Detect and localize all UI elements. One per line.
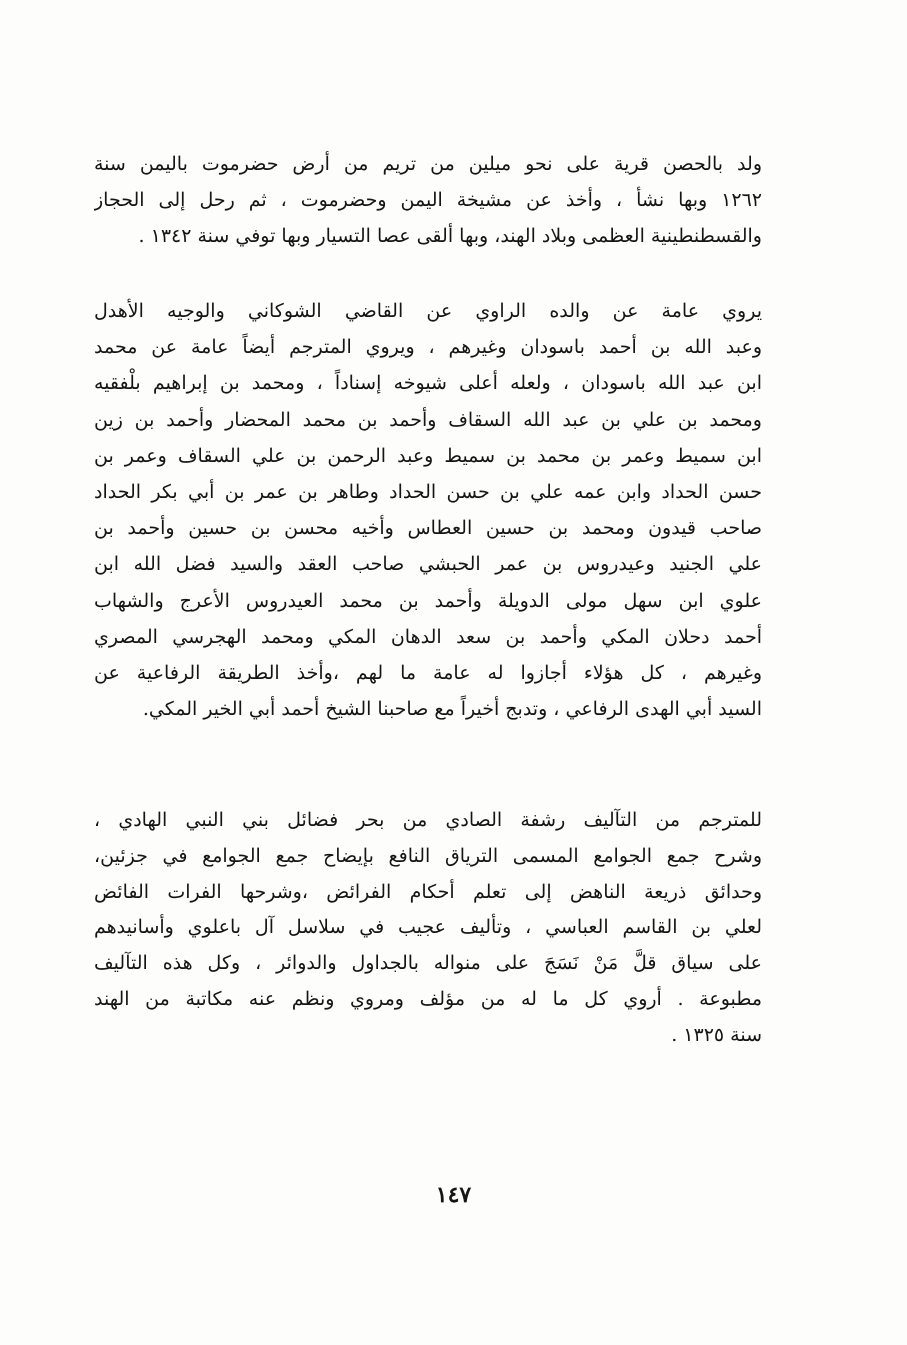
text-line: ومحمد بن علي بن عبد الله السقاف وأحمد بن محمد المحضار وأحمد بن زين (94, 408, 762, 431)
text-line: سنة ١٣٢٥ . (671, 1023, 762, 1046)
text-line: وشرح جمع الجوامع المسمى الترياق النافع بإيضاح جمع الجوامع في جزئين، (94, 844, 762, 867)
page-number: ١٤٧ (435, 1182, 472, 1208)
paragraph-birth (94, 146, 762, 254)
text-line: أحمد دحلان المكي وأحمد بن سعد الدهان المكي ومحمد الهجرسي المصري (94, 625, 762, 648)
text-line: ابن سميط وعمر بن محمد بن سميط وعبد الرحمن بن علي السقاف وعمر بن (94, 444, 762, 467)
text-line: ولد بالحصن قرية على نحو ميلين من تريم من أرض حضرموت باليمن سنة (94, 153, 762, 175)
paragraph-narrators (94, 293, 762, 727)
text-line: علوي ابن سهل مولى الدويلة وأحمد بن محمد العيدروس الأعرج والشهاب (94, 589, 762, 612)
text-line: ١٢٦٢ وبها نشأ ، وأخذ عن مشيخة اليمن وحضرموت ، ثم رحل إلى الحجاز (94, 189, 762, 211)
text-line: حسن الحداد وابن عمه علي بن حسن الحداد وطاهر بن عمر بن أبي بكر الحداد (94, 480, 762, 503)
text-line: والقسطنطينية العظمى وبلاد الهند، وبها ألقى عصا التسيار وبها توفي سنة ١٣٤٢ . (138, 225, 762, 247)
text-line: مطبوعة . أروي كل ما له من مؤلف ومروي ونظم عنه مكاتبة من الهند (94, 987, 762, 1010)
text-line: وعبد الله بن أحمد باسودان وغيرهم ، ويروي المترجم أيضاً عامة عن محمد (94, 336, 762, 359)
text-line: لعلي بن القاسم العباسي ، وتأليف عجيب في سلاسل آل باعلوي وأسانيدهم (94, 916, 762, 939)
text-line: يروي عامة عن والده الراوي عن القاضي الشوكاني والوجيه الأهدل (94, 300, 762, 322)
paragraph-works (94, 803, 762, 1054)
text-line: وغيرهم ، كل هؤلاء أجازوا له عامة ما لهم ،وأخذ الطريقة الرفاعية عن (94, 661, 762, 684)
text-line: السيد أبي الهدى الرفاعي ، وتدبج أخيراً مع صاحبنا الشيخ أحمد أبي الخير المكي. (142, 698, 762, 721)
text-line: على سياق قلَّ مَنْ نَسَجَ على منواله بالجداول والدوائر ، وكل هذه التآليف (94, 952, 762, 975)
text-line: للمترجم من التآليف رشفة الصادي من بحر فضائل بني النبي الهادي ، (94, 809, 762, 831)
text-line: صاحب قيدون ومحمد بن حسين العطاس وأخيه محسن بن حسين وأحمد بن (94, 517, 762, 540)
text-line: وحدائق ذريعة الناهض إلى تعلم أحكام الفرائض ،وشرحها الفرات الفائض (94, 880, 762, 903)
text-line: علي الجنيد وعيدروس بن عمر الحبشي صاحب العقد والسيد فضل الله ابن (94, 553, 762, 576)
text-line: ابن عبد الله باسودان ، ولعله أعلى شيوخه إسناداً ، ومحمد بن إبراهيم بلْفقيه (94, 372, 762, 395)
